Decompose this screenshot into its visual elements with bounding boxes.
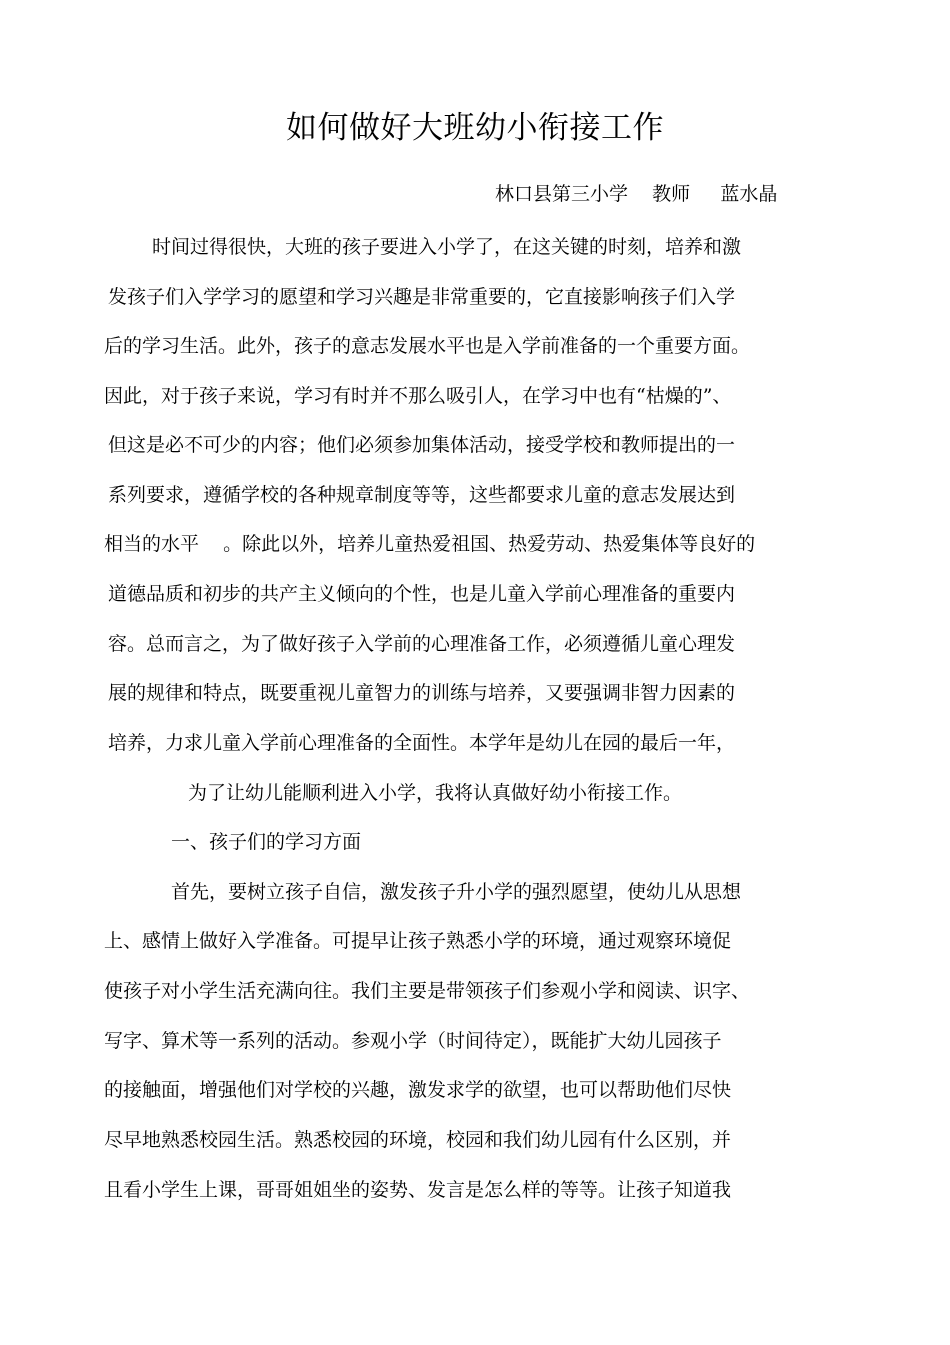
body-line: 为了让幼儿能顺利进入小学，我将认真做好幼小衔接工作。 bbox=[188, 782, 683, 804]
body-line: 培养，力求儿童入学前心理准备的全面性。本学年是幼儿在园的最后一年， bbox=[108, 732, 736, 754]
body-line: 相当的水平 。除此以外，培养儿童热爱祖国、热爱劳动、热爱集体等良好的 bbox=[104, 533, 756, 555]
body-line: 后的学习生活。此外，孩子的意志发展水平也是入学前准备的一个重要方面。 bbox=[104, 335, 751, 357]
body-line: 写字、算术等一系列的活动。参观小学（时间待定），既能扩大幼儿园孩子 bbox=[104, 1030, 722, 1052]
author-line: 林口县第三小学 教师 蓝水晶 bbox=[495, 183, 778, 205]
body-line: 尽早地熟悉校园生活。熟悉校园的环境，校园和我们幼儿园有什么区别，并 bbox=[104, 1129, 732, 1151]
section-heading: 一、孩子们的学习方面 bbox=[171, 831, 362, 853]
body-line: 首先，要树立孩子自信，激发孩子升小学的强烈愿望，使幼儿从思想 bbox=[171, 881, 742, 903]
body-line: 道德品质和初步的共产主义倾向的个性，也是儿童入学前心理准备的重要内 bbox=[108, 583, 736, 605]
body-line: 展的规律和特点，既要重视儿童智力的训练与培养，又要强调非智力因素的 bbox=[108, 682, 736, 704]
body-line: 上、感情上做好入学准备。可提早让孩子熟悉小学的环境，通过观察环境促 bbox=[104, 930, 732, 952]
body-line: 的接触面，增强他们对学校的兴趣，激发求学的欲望，也可以帮助他们尽快 bbox=[104, 1079, 732, 1101]
body-line: 且看小学生上课，哥哥姐姐坐的姿势、发言是怎么样的等等。让孩子知道我 bbox=[104, 1179, 732, 1201]
body-line: 容。总而言之，为了做好孩子入学前的心理准备工作，必须遵循儿童心理发 bbox=[108, 633, 736, 655]
body-line: 因此，对于孩子来说，学习有时并不那么吸引人，在学习中也有“枯燥的”、 bbox=[104, 385, 732, 407]
document-title: 如何做好大班幼小衔接工作 bbox=[286, 110, 664, 146]
body-line: 发孩子们入学学习的愿望和学习兴趣是非常重要的，它直接影响孩子们入学 bbox=[108, 286, 736, 308]
body-line: 但这是必不可少的内容；他们必须参加集体活动，接受学校和教师提出的一 bbox=[108, 434, 736, 456]
body-line: 使孩子对小学生活充满向往。我们主要是带领孩子们参观小学和阅读、识字、 bbox=[104, 980, 751, 1002]
body-line: 时间过得很快，大班的孩子要进入小学了，在这关键的时刻，培养和激 bbox=[152, 236, 742, 258]
body-line: 系列要求，遵循学校的各种规章制度等等，这些都要求儿童的意志发展达到 bbox=[108, 484, 736, 506]
